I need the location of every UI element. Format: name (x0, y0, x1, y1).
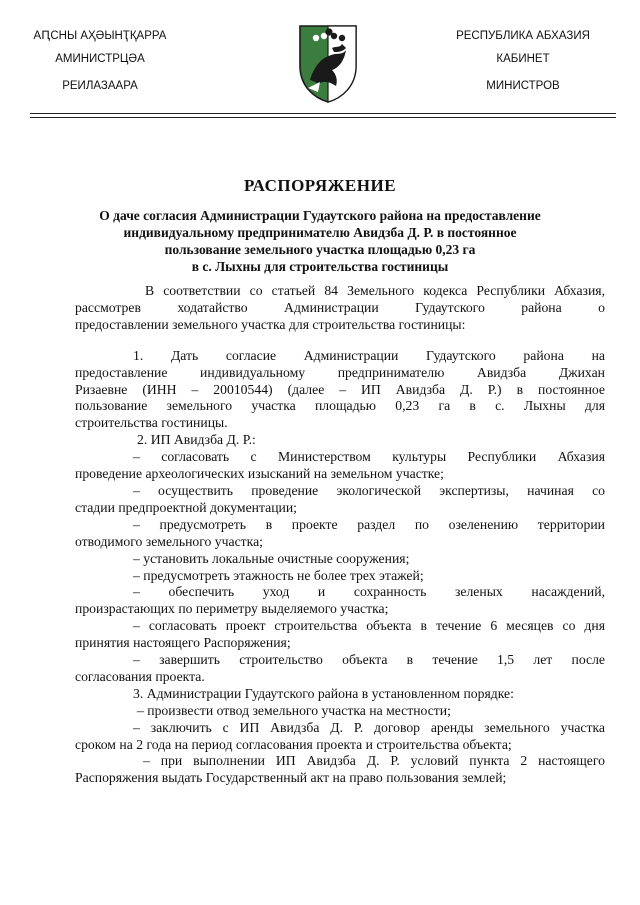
text-line: – согласовать проект строительства объекта в течение 6 месяцев со дня (133, 618, 605, 634)
paragraph (75, 516, 605, 551)
text-line: – завершить строительство объекта в течение 1,5 лет после (133, 652, 605, 668)
paragraph (95, 703, 605, 720)
paragraph (75, 283, 605, 334)
paragraph (75, 482, 605, 517)
text-line: 1. Дать согласие Администрации Гудаутского района на (133, 347, 605, 363)
text-line: сроком на 2 года на период согласования проекта и строительства объекта; (75, 736, 512, 752)
text-line: рассмотрев ходатайство Администрации Гудаутского района о (75, 299, 605, 315)
subject-line: пользование земельного участка площадью 0,23 га (164, 242, 476, 257)
text-line: строительства гостиницы. (75, 415, 228, 431)
text-line: – предусмотреть в проекте раздел по озеленению территории (133, 516, 605, 532)
text-line: – осуществить проведение экологической экспертизы, начиная со (133, 482, 605, 498)
paragraph (95, 568, 605, 585)
header-right-line-1: РЕСПУБЛИКА АБХАЗИЯ (456, 30, 590, 42)
header-right-line-3: МИНИСТРОВ (486, 80, 560, 92)
header-left (30, 30, 170, 93)
paragraph (95, 432, 605, 449)
text-line: проведение археологических изысканий на земельном участке; (75, 466, 444, 482)
paragraph (75, 347, 605, 433)
text-line: Распоряжения выдать Государственный акт на право пользования землей; (75, 770, 507, 786)
paragraph (75, 652, 605, 686)
subject-line: О даче согласия Администрации Гудаутского района на предоставление (99, 208, 541, 223)
text-line: – согласовать с Министерством культуры Республики Абхазия (133, 449, 605, 465)
paragraph (75, 618, 605, 652)
document-body (75, 283, 605, 787)
text-line: – обеспечить уход и сохранность зеленых насаждений, (133, 584, 605, 600)
text-line: произрастающих по периметру выделяемого участка; (75, 601, 389, 617)
text-line: В соответствии со статьей 84 Земельного кодекса Республики Абхазия, (145, 283, 605, 298)
text-line: пользование земельного участка площадью 0,23 га в с. Лыхны для (75, 398, 605, 414)
text-line: 3. Администрации Гудаутского района в установленном порядке: (133, 685, 514, 701)
text-line: предоставлении земельного участка для строительства гостиницы: (75, 316, 466, 332)
text-line: 2. ИП Авидзба Д. Р.: (137, 432, 256, 448)
subject-line: индивидуальному предпринимателю Авидзба Д. Р. в постоянное (123, 225, 517, 240)
document-subject (60, 207, 580, 275)
header-left-line-1: АԤСНЫ АҲӘЫНҬҚАРРА (33, 30, 167, 42)
header-divider-bottom (30, 117, 616, 118)
text-line: – заключить с ИП Авидзба Д. Р. договор аренды земельного участка (133, 719, 605, 735)
paragraph (95, 551, 605, 568)
text-line: согласования проекта. (75, 668, 205, 684)
coat-of-arms-emblem-icon (296, 22, 360, 104)
paragraph (75, 753, 605, 787)
document-title: РАСПОРЯЖЕНИЕ (243, 176, 397, 195)
paragraph (95, 686, 605, 703)
paragraph (75, 449, 605, 483)
text-line: Ризаевне (ИНН – 20010544) (далее – ИП Авидзба Д. Р.) в постоянное (75, 381, 605, 397)
header-left-line-3: РЕИЛАЗААРА (62, 80, 138, 92)
header-right-line-2: КАБИНЕТ (496, 53, 550, 65)
paragraph-gap (95, 334, 605, 348)
text-line: стадии предпроектной документации; (75, 499, 297, 515)
header-left-line-2: АМИНИСТРЦӘА (55, 53, 145, 65)
text-line: – при выполнении ИП Авидзба Д. Р. условий пункта 2 настоящего (143, 753, 605, 769)
header-divider-top (30, 113, 616, 114)
paragraph (75, 584, 605, 618)
header-right (448, 30, 598, 93)
paragraph (75, 719, 605, 754)
text-line: – произвести отвод земельного участка на местности; (137, 702, 451, 718)
text-line: принятия настоящего Распоряжения; (75, 635, 291, 651)
subject-line: в с. Лыхны для строительства гостиницы (191, 259, 449, 274)
text-line: – установить локальные очистные сооружения; (133, 550, 410, 566)
text-line: – предусмотреть этажность не более трех этажей; (133, 567, 424, 583)
text-line: предоставление индивидуальному предпринимателю Авидзба Джихан (75, 364, 605, 380)
text-line: отводимого земельного участка; (75, 533, 263, 549)
